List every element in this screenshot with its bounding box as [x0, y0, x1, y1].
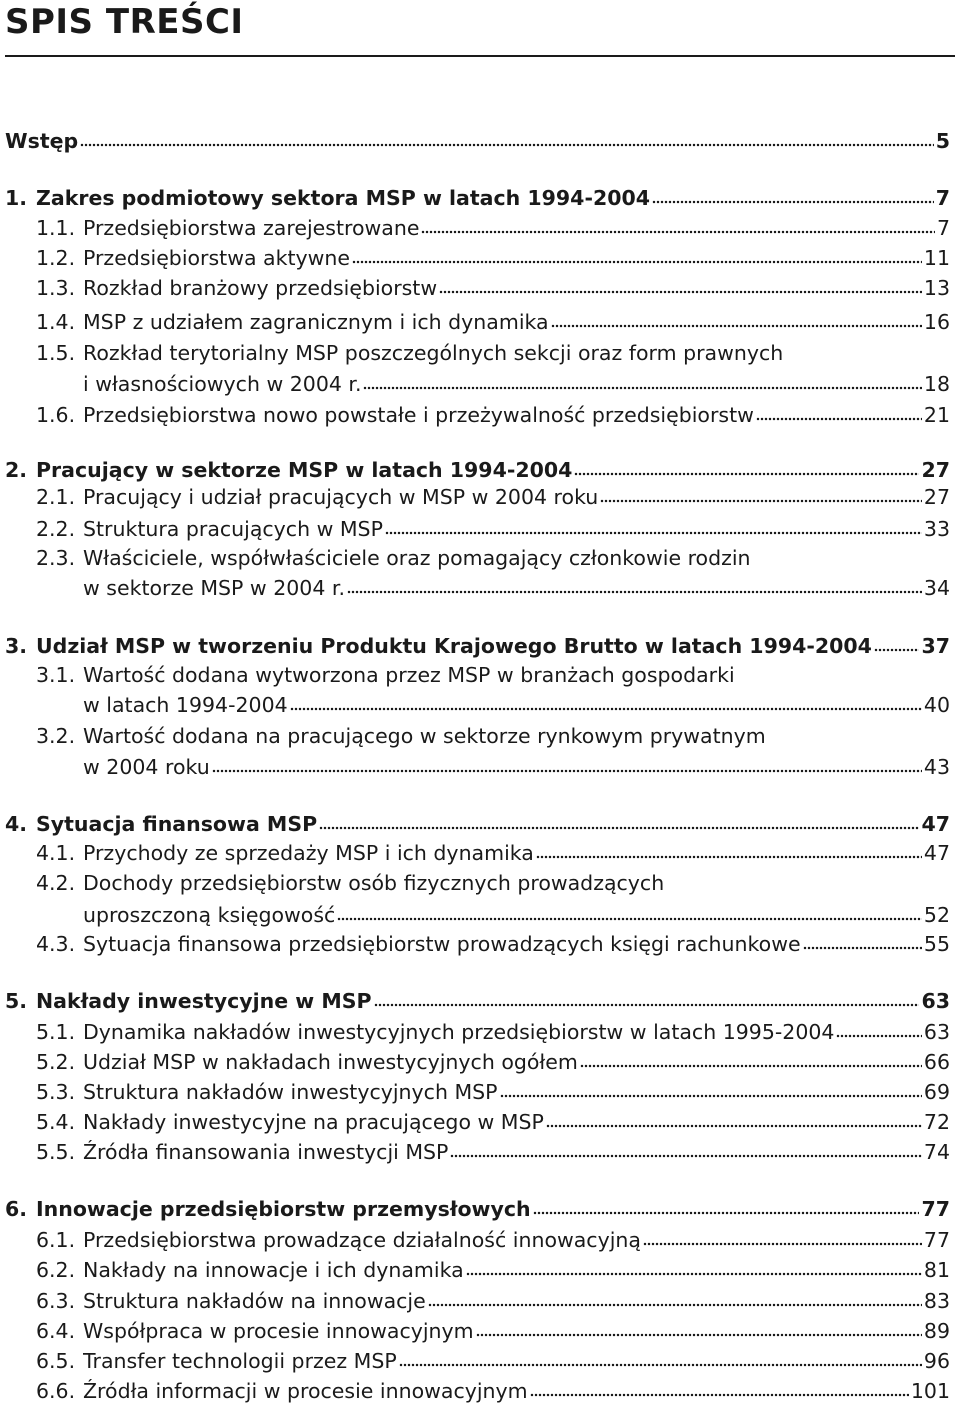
entry-title: MSP z udziałem zagranicznym i ich dynamika	[83, 310, 549, 334]
toc-entry[interactable]	[83, 1047, 950, 1077]
page-number: 52	[923, 903, 950, 927]
entry-number: 5.4.	[36, 1110, 76, 1134]
dot-leader	[476, 1333, 922, 1337]
dot-leader	[374, 1003, 920, 1007]
entry-title: Przedsiębiorstwa prowadzące działalność innowacyjną	[83, 1228, 641, 1252]
dot-leader	[756, 417, 922, 421]
entry-number: 6.5.	[36, 1349, 76, 1373]
toc-entry[interactable]	[83, 1017, 950, 1047]
toc-entry[interactable]	[83, 1255, 950, 1285]
toc-entry[interactable]	[83, 1225, 950, 1255]
entry-title-continuation: w latach 1994-2004	[83, 693, 288, 717]
entry-number: 1.6.	[36, 403, 76, 427]
entry-title: Struktura nakładów inwestycyjnych MSP	[83, 1080, 498, 1104]
entry-number: 5.	[5, 989, 28, 1013]
toc-entry[interactable]	[83, 213, 950, 243]
title-divider	[5, 55, 955, 57]
page-number: 16	[923, 310, 950, 334]
entry-number: 5.5.	[36, 1140, 76, 1164]
page-number: 69	[923, 1080, 950, 1104]
entry-number: 6.1.	[36, 1228, 76, 1252]
dot-leader	[439, 290, 922, 294]
dot-leader	[530, 1393, 909, 1397]
dot-leader	[363, 386, 921, 390]
entry-title: Przedsiębiorstwa aktywne	[83, 246, 351, 270]
entry-number: 6.	[5, 1197, 28, 1221]
entry-title[interactable]: Właściciele, współwłaściciele oraz pomagający członkowie rodzin	[83, 546, 751, 570]
dot-leader	[533, 1211, 920, 1215]
page-number: 34	[923, 576, 950, 600]
toc-entry[interactable]	[83, 243, 950, 273]
page-number: 37	[921, 634, 950, 658]
entry-title: Przychody ze sprzedaży MSP i ich dynamika	[83, 841, 534, 865]
page-number: 66	[923, 1050, 950, 1074]
entry-title: Sytuacja finansowa przedsiębiorstw prowadzących księgi rachunkowe	[83, 932, 801, 956]
dot-leader	[428, 1303, 922, 1307]
dot-leader	[652, 200, 934, 204]
dot-leader	[600, 499, 922, 503]
entry-title: Rozkład branżowy przedsiębiorstw	[83, 276, 438, 300]
toc-entry[interactable]	[83, 482, 950, 512]
page-number: 40	[923, 693, 950, 717]
page-number: 18	[923, 372, 950, 396]
toc-entry[interactable]	[83, 1077, 950, 1107]
entry-title: Nakłady inwestycyjne na pracującego w MSP	[83, 1110, 544, 1134]
dot-leader	[352, 260, 922, 264]
entry-number: 5.2.	[36, 1050, 76, 1074]
entry-number: 1.3.	[36, 276, 76, 300]
page-number: 27	[921, 458, 950, 482]
page-number: 21	[923, 403, 950, 427]
toc-entry[interactable]	[36, 809, 950, 839]
page-number: 33	[923, 517, 950, 541]
entry-number: 6.3.	[36, 1289, 76, 1313]
dot-leader	[836, 1034, 921, 1038]
entry-title: Zakres podmiotowy sektora MSP w latach 1994-2004	[36, 186, 651, 210]
toc-entry[interactable]	[5, 126, 950, 156]
page-number: 55	[923, 932, 950, 956]
entry-number: 2.	[5, 458, 28, 482]
dot-leader	[546, 1124, 922, 1128]
dot-leader	[551, 324, 922, 328]
page-number: 7	[936, 216, 950, 240]
entry-title: Przedsiębiorstwa nowo powstałe i przeżywalność przedsiębiorstw	[83, 403, 754, 427]
toc-entry[interactable]	[83, 838, 950, 868]
entry-number: 5.1.	[36, 1020, 76, 1044]
toc-entry[interactable]	[83, 573, 950, 603]
entry-number: 3.2.	[36, 724, 76, 748]
toc-entry[interactable]	[83, 1316, 950, 1346]
entry-title-continuation: w sektorze MSP w 2004 r.	[83, 576, 345, 600]
page-number: 5	[935, 129, 950, 153]
entry-title-continuation: w 2004 roku	[83, 755, 210, 779]
entry-title: Innowacje przedsiębiorstw przemysłowych	[36, 1197, 531, 1221]
toc-entry[interactable]	[83, 1376, 950, 1406]
entry-title: Nakłady na innowacje i ich dynamika	[83, 1258, 464, 1282]
entry-number: 6.6.	[36, 1379, 76, 1403]
entry-number: 2.1.	[36, 485, 76, 509]
entry-number: 1.4.	[36, 310, 76, 334]
entry-number: 5.3.	[36, 1080, 76, 1104]
page-title: SPIS TREŚCI	[5, 2, 244, 42]
page-number: 83	[923, 1289, 950, 1313]
dot-leader	[874, 648, 920, 652]
toc-entry[interactable]	[83, 400, 950, 430]
entry-number: 3.	[5, 634, 28, 658]
dot-leader	[290, 707, 922, 711]
entry-title: Pracujący w sektorze MSP w latach 1994-2004	[36, 458, 573, 482]
entry-number: 1.1.	[36, 216, 76, 240]
page-number: 72	[923, 1110, 950, 1134]
entry-number: 2.2.	[36, 517, 76, 541]
toc-entry[interactable]	[36, 631, 950, 661]
page-number: 81	[923, 1258, 950, 1282]
entry-number: 1.	[5, 186, 28, 210]
toc-entry[interactable]	[83, 514, 950, 544]
entry-title: Współpraca w procesie innowacyjnym	[83, 1319, 474, 1343]
dot-leader	[643, 1242, 922, 1246]
toc-entry[interactable]	[83, 690, 950, 720]
dot-leader	[421, 230, 935, 234]
entry-number: 4.2.	[36, 871, 76, 895]
dot-leader	[803, 946, 922, 950]
toc-entry[interactable]	[36, 1194, 950, 1224]
page-number: 63	[921, 989, 950, 1013]
dot-leader	[574, 472, 919, 476]
entry-title: Dynamika nakładów inwestycyjnych przedsiębiorstw w latach 1995-2004	[83, 1020, 835, 1044]
dot-leader	[466, 1272, 922, 1276]
toc-entry[interactable]	[83, 369, 950, 399]
page-number: 47	[923, 841, 950, 865]
entry-title[interactable]: Wartość dodana na pracującego w sektorze rynkowym prywatnym	[83, 724, 766, 748]
entry-number: 4.1.	[36, 841, 76, 865]
dot-leader	[212, 769, 922, 773]
entry-number: 4.	[5, 812, 28, 836]
entry-number: 1.5.	[36, 341, 76, 365]
toc-entry[interactable]	[83, 1286, 950, 1316]
dot-leader	[385, 531, 922, 535]
page-number: 11	[923, 246, 950, 270]
entry-title: Sytuacja finansowa MSP	[36, 812, 318, 836]
page-number: 47	[921, 812, 950, 836]
toc-entry[interactable]	[83, 307, 950, 337]
page-number: 13	[923, 276, 950, 300]
toc-entry[interactable]	[83, 929, 950, 959]
entry-title-continuation: i własnościowych w 2004 r.	[83, 372, 362, 396]
entry-number: 3.1.	[36, 663, 76, 687]
dot-leader	[337, 917, 922, 921]
page-number: 63	[923, 1020, 950, 1044]
toc-entry[interactable]	[83, 273, 950, 303]
dot-leader	[580, 1064, 922, 1068]
page-number: 96	[923, 1349, 950, 1373]
toc-entry[interactable]	[36, 183, 950, 213]
entry-title: Źródła finansowania inwestycji MSP	[83, 1140, 449, 1164]
toc-entry[interactable]	[83, 1346, 950, 1376]
entry-title: Nakłady inwestycyjne w MSP	[36, 989, 372, 1013]
entry-number: 6.2.	[36, 1258, 76, 1282]
dot-leader	[319, 826, 919, 830]
entry-title: Transfer technologii przez MSP	[83, 1349, 397, 1373]
entry-title: Udział MSP w nakładach inwestycyjnych ogółem	[83, 1050, 578, 1074]
page-number: 27	[923, 485, 950, 509]
entry-title: Źródła informacji w procesie innowacyjnym	[83, 1379, 528, 1403]
entry-title: Przedsiębiorstwa zarejestrowane	[83, 216, 420, 240]
page-number: 7	[935, 186, 950, 210]
page-number: 89	[923, 1319, 950, 1343]
page-number: 101	[910, 1379, 950, 1403]
toc-entry[interactable]	[83, 752, 950, 782]
page-number: 43	[923, 755, 950, 779]
toc-entry[interactable]	[36, 986, 950, 1016]
entry-title: Wstęp	[5, 129, 79, 153]
entry-title: Struktura pracujących w MSP	[83, 517, 383, 541]
toc-entry[interactable]	[83, 900, 950, 930]
toc-entry[interactable]	[83, 1107, 950, 1137]
entry-title: Struktura nakładów na innowacje	[83, 1289, 426, 1313]
entry-number: 4.3.	[36, 932, 76, 956]
page-number: 77	[921, 1197, 950, 1221]
entry-title: Pracujący i udział pracujących w MSP w 2004 roku	[83, 485, 599, 509]
entry-title-continuation: uproszczoną księgowość	[83, 903, 336, 927]
entry-number: 2.3.	[36, 546, 76, 570]
dot-leader	[399, 1363, 922, 1367]
page-number: 74	[923, 1140, 950, 1164]
toc-entry[interactable]	[36, 455, 950, 485]
entry-number: 1.2.	[36, 246, 76, 270]
entry-title[interactable]: Wartość dodana wytworzona przez MSP w branżach gospodarki	[83, 663, 735, 687]
entry-number: 6.4.	[36, 1319, 76, 1343]
entry-title[interactable]: Rozkład terytorialny MSP poszczególnych sekcji oraz form prawnych	[83, 341, 784, 365]
dot-leader	[536, 855, 922, 859]
dot-leader	[347, 590, 922, 594]
toc-entry[interactable]	[83, 1137, 950, 1167]
page-number: 77	[923, 1228, 950, 1252]
dot-leader	[450, 1154, 921, 1158]
dot-leader	[500, 1094, 922, 1098]
entry-title[interactable]: Dochody przedsiębiorstw osób fizycznych prowadzących	[83, 871, 665, 895]
dot-leader	[80, 143, 934, 147]
entry-title: Udział MSP w tworzeniu Produktu Krajowego Brutto w latach 1994-2004	[36, 634, 872, 658]
